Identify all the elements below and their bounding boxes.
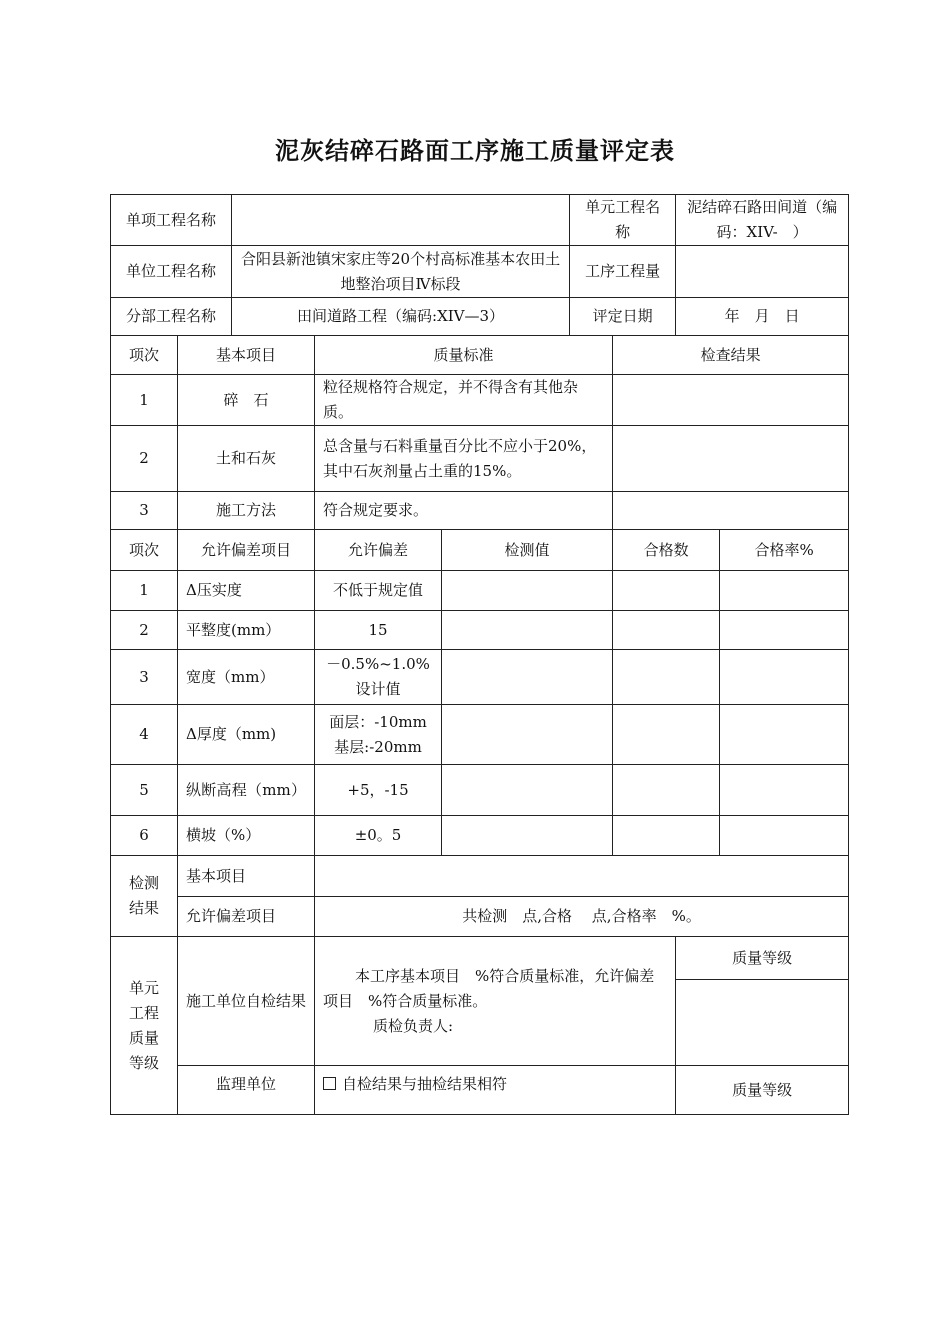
tolerance-value: +5，-15 bbox=[315, 765, 442, 816]
supervisor-quality-grade-label: 质量等级 bbox=[676, 1066, 849, 1115]
detect-row-tolerance bbox=[111, 897, 849, 937]
tolerance-row bbox=[111, 765, 849, 816]
project-name-value[interactable] bbox=[232, 195, 570, 246]
detect-row-basic bbox=[111, 856, 849, 897]
col-header-no: 项次 bbox=[111, 336, 178, 375]
pass-rate[interactable] bbox=[720, 571, 849, 611]
basic-standard: 总含量与石料重量百分比不应小于20%，其中石灰剂量占土重的15%。 bbox=[315, 426, 613, 492]
tolerance-no: 3 bbox=[111, 650, 178, 705]
tolerance-item: 纵断高程（mm） bbox=[178, 765, 315, 816]
pass-rate[interactable] bbox=[720, 705, 849, 765]
measured-value[interactable] bbox=[442, 816, 613, 856]
tolerance-item: 平整度(mm） bbox=[178, 611, 315, 650]
unit-name-label: 单位工程名称 bbox=[111, 246, 232, 298]
tolerance-no: 2 bbox=[111, 611, 178, 650]
basic-no: 2 bbox=[111, 426, 178, 492]
detect-basic-value[interactable] bbox=[315, 856, 849, 897]
col-header-measured: 检测值 bbox=[442, 530, 613, 571]
tolerance-item: 宽度（mm） bbox=[178, 650, 315, 705]
basic-row bbox=[111, 492, 849, 530]
unit-name-value[interactable]: 合阳县新池镇宋家庄等20个村高标准基本农田土地整治项目Ⅳ标段 bbox=[232, 246, 570, 298]
detect-tolerance-summary[interactable]: 共检测 点,合格 点,合格率 %。 bbox=[315, 897, 849, 937]
tolerance-item: Δ压实度 bbox=[178, 571, 315, 611]
quality-grade-value[interactable] bbox=[676, 980, 849, 1066]
pass-count[interactable] bbox=[613, 571, 720, 611]
measured-value[interactable] bbox=[442, 650, 613, 705]
pass-count[interactable] bbox=[613, 765, 720, 816]
unit-project-name-label: 单元工程名称 bbox=[570, 195, 676, 246]
header-row-3 bbox=[111, 298, 849, 336]
col-header-pass-count: 合格数 bbox=[613, 530, 720, 571]
col-header-tolerance: 允许偏差 bbox=[315, 530, 442, 571]
division-name-label: 分部工程名称 bbox=[111, 298, 232, 336]
tolerance-no: 1 bbox=[111, 571, 178, 611]
supervisor-content bbox=[315, 1066, 676, 1115]
tolerance-row bbox=[111, 571, 849, 611]
basic-result[interactable] bbox=[613, 375, 849, 426]
basic-item: 土和石灰 bbox=[178, 426, 315, 492]
pass-count[interactable] bbox=[613, 650, 720, 705]
pass-rate[interactable] bbox=[720, 611, 849, 650]
tolerance-row bbox=[111, 816, 849, 856]
pass-count[interactable] bbox=[613, 705, 720, 765]
tolerance-item: Δ厚度（mm) bbox=[178, 705, 315, 765]
basic-standard: 符合规定要求。 bbox=[315, 492, 613, 530]
evaluation-form bbox=[110, 194, 848, 1115]
pass-count[interactable] bbox=[613, 611, 720, 650]
process-quantity-value[interactable] bbox=[676, 246, 849, 298]
evaluation-date-value[interactable]: 年 月 日 bbox=[676, 298, 849, 336]
header-row-2 bbox=[111, 246, 849, 298]
tolerance-header-row bbox=[111, 530, 849, 571]
basic-standard: 粒径规格符合规定，并不得含有其他杂质。 bbox=[315, 375, 613, 426]
col-header-basic-item: 基本项目 bbox=[178, 336, 315, 375]
basic-row bbox=[111, 426, 849, 492]
tolerance-value: 15 bbox=[315, 611, 442, 650]
detect-basic-label: 基本项目 bbox=[178, 856, 315, 897]
measured-value[interactable] bbox=[442, 611, 613, 650]
tolerance-row bbox=[111, 611, 849, 650]
tolerance-no: 5 bbox=[111, 765, 178, 816]
measured-value[interactable] bbox=[442, 705, 613, 765]
self-check-content[interactable] bbox=[315, 937, 676, 1066]
header-row-1 bbox=[111, 195, 849, 246]
basic-item: 施工方法 bbox=[178, 492, 315, 530]
unit-quality-grade-label: 单元工程质量等级 bbox=[111, 937, 178, 1115]
tolerance-no: 6 bbox=[111, 816, 178, 856]
page-title: 泥灰结碎石路面工序施工质量评定表 bbox=[275, 136, 675, 165]
col-header-tolerance-item: 允许偏差项目 bbox=[178, 530, 315, 571]
basic-no: 3 bbox=[111, 492, 178, 530]
pass-rate[interactable] bbox=[720, 650, 849, 705]
unit-project-name-value[interactable]: 泥结碎石路田间道（编码：XIV- ） bbox=[676, 195, 849, 246]
match-checkbox[interactable] bbox=[323, 1077, 336, 1090]
tolerance-no: 4 bbox=[111, 705, 178, 765]
basic-row bbox=[111, 375, 849, 426]
basic-header-row bbox=[111, 336, 849, 375]
pass-rate[interactable] bbox=[720, 765, 849, 816]
tolerance-row bbox=[111, 705, 849, 765]
measured-value[interactable] bbox=[442, 765, 613, 816]
match-checkbox-label: 自检结果与抽检结果相符 bbox=[342, 1075, 508, 1093]
pass-count[interactable] bbox=[613, 816, 720, 856]
qc-manager: 质检负责人: bbox=[373, 1016, 454, 1035]
quality-grade-label: 质量等级 bbox=[676, 937, 849, 980]
self-check-label: 施工单位自检结果 bbox=[178, 937, 315, 1066]
self-check-statement: 本工序基本项目 %符合质量标准，允许偏差项目 %符合质量标准。 bbox=[323, 966, 655, 1010]
tolerance-value: 面层：-10mm 基层:-20mm bbox=[315, 705, 442, 765]
tolerance-row bbox=[111, 650, 849, 705]
grade-row-1 bbox=[111, 937, 849, 980]
col-header-standard: 质量标准 bbox=[315, 336, 613, 375]
division-name-value[interactable]: 田间道路工程（编码:XIV—3） bbox=[232, 298, 570, 336]
tolerance-value: －0.5%~1.0% 设计值 bbox=[315, 650, 442, 705]
evaluation-date-label: 评定日期 bbox=[570, 298, 676, 336]
measured-value[interactable] bbox=[442, 571, 613, 611]
basic-item: 碎 石 bbox=[178, 375, 315, 426]
basic-result[interactable] bbox=[613, 426, 849, 492]
col-header-pass-rate: 合格率% bbox=[720, 530, 849, 571]
pass-rate[interactable] bbox=[720, 816, 849, 856]
supervisor-label: 监理单位 bbox=[178, 1066, 315, 1115]
detect-tolerance-label: 允许偏差项目 bbox=[178, 897, 315, 937]
detect-result-label: 检测结果 bbox=[111, 856, 178, 937]
basic-result[interactable] bbox=[613, 492, 849, 530]
tolerance-value: 不低于规定值 bbox=[315, 571, 442, 611]
basic-no: 1 bbox=[111, 375, 178, 426]
evaluation-table bbox=[110, 194, 849, 1115]
project-name-label: 单项工程名称 bbox=[111, 195, 232, 246]
tolerance-item: 横坡（%） bbox=[178, 816, 315, 856]
col-header-check-result: 检查结果 bbox=[613, 336, 849, 375]
grade-row-3 bbox=[111, 1066, 849, 1115]
col-header-no: 项次 bbox=[111, 530, 178, 571]
tolerance-value: ±0。5 bbox=[315, 816, 442, 856]
process-quantity-label: 工序工程量 bbox=[570, 246, 676, 298]
